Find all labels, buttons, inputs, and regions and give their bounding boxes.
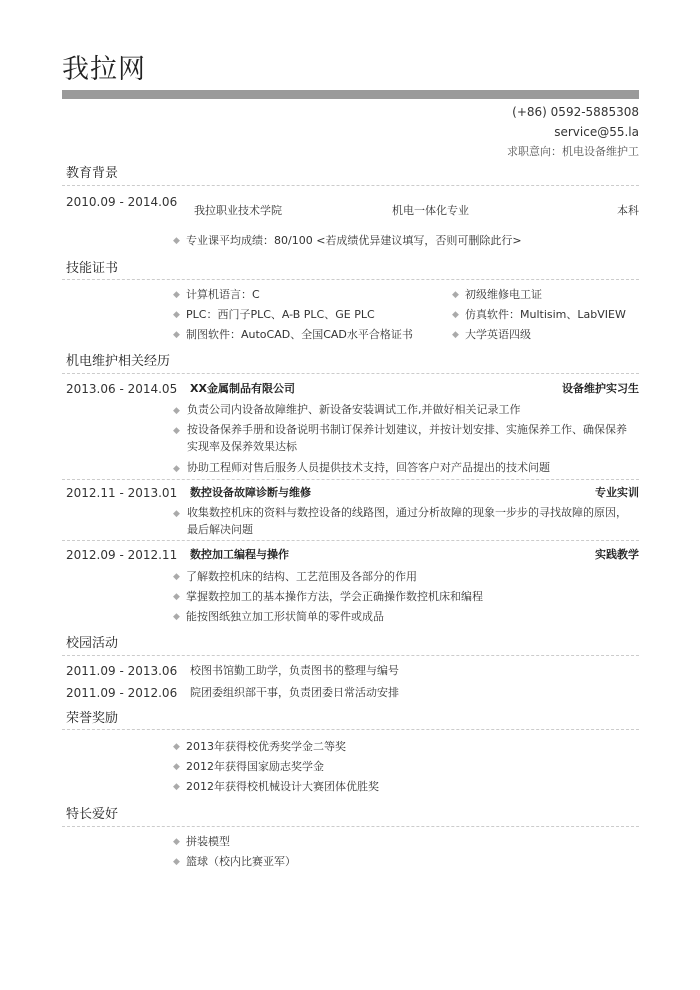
diamond-bullet-icon: ◆ <box>173 406 180 416</box>
list-item: ◆ 专业课平均成绩：80/100 <若成绩优异建议填写，否则可删除此行> <box>173 234 522 247</box>
experience-date: 2012.09 - 2012.11 <box>66 548 178 562</box>
divider <box>62 279 639 280</box>
list-item: ◆ 制图软件：AutoCAD、全国CAD水平合格证书 <box>173 328 413 341</box>
list-item: ◆ 能按图纸独立加工形状简单的零件或成品 <box>173 610 384 623</box>
diamond-bullet-icon: ◆ <box>173 592 180 602</box>
list-item: ◆ 收集数控机床的资料与数控设备的线路图，通过分析故障的现象一步步的寻找故障的原因，最后解决问题 <box>173 506 627 536</box>
divider <box>62 373 639 374</box>
list-item: ◆ 2013年获得校优秀奖学金二等奖 <box>173 740 346 753</box>
list-item: ◆ 大学英语四级 <box>452 328 531 341</box>
section-title-experience: 机电维护相关经历 <box>66 354 171 369</box>
experience-org: XX金属制品有限公司 <box>190 382 295 395</box>
experience-date: 2012.11 - 2013.01 <box>66 486 178 500</box>
diamond-bullet-icon: ◆ <box>173 330 180 340</box>
list-item: ◆ 篮球（校内比赛亚军） <box>173 855 296 868</box>
list-item: ◆ 初级维修电工证 <box>452 288 542 301</box>
list-item: ◆ 了解数控机床的结构、工艺范围及各部分的作用 <box>173 570 417 583</box>
campus-activity: 院团委组织部干事，负责团委日常活动安排 <box>190 686 399 699</box>
experience-org: 数控设备故障诊断与维修 <box>190 486 311 499</box>
diamond-bullet-icon: ◆ <box>173 509 180 519</box>
experience-date: 2013.06 - 2014.05 <box>66 382 178 396</box>
section-title-education: 教育背景 <box>66 166 119 181</box>
education-major: 机电一体化专业 <box>392 204 469 217</box>
diamond-bullet-icon: ◆ <box>173 236 180 246</box>
campus-activity: 校图书馆勤工助学，负责图书的整理与编号 <box>190 664 399 677</box>
list-item: ◆ 拼装模型 <box>173 835 230 848</box>
diamond-bullet-icon: ◆ <box>173 612 180 622</box>
divider <box>62 826 639 827</box>
list-item: ◆ PLC：西门子PLC、A-B PLC、GE PLC <box>173 308 375 321</box>
diamond-bullet-icon: ◆ <box>173 837 180 847</box>
list-item: ◆ 仿真软件：Multisim、LabVIEW <box>452 308 626 321</box>
list-item: ◆ 按设备保养手册和设备说明书制订保养计划建议，并按计划安排、实施保养工作、确保保养实现率及保养效果达标 <box>173 423 627 453</box>
diamond-bullet-icon: ◆ <box>452 330 459 340</box>
education-date: 2010.09 - 2014.06 <box>66 195 178 209</box>
diamond-bullet-icon: ◆ <box>173 426 180 436</box>
list-item: ◆ 2012年获得校机械设计大赛团体优胜奖 <box>173 780 379 793</box>
divider <box>62 479 639 480</box>
list-item: ◆ 2012年获得国家励志奖学金 <box>173 760 324 773</box>
diamond-bullet-icon: ◆ <box>173 857 180 867</box>
education-degree: 本科 <box>617 204 639 217</box>
contact-email: service@55.la <box>554 125 639 139</box>
divider <box>62 729 639 730</box>
diamond-bullet-icon: ◆ <box>173 572 180 582</box>
diamond-bullet-icon: ◆ <box>452 310 459 320</box>
diamond-bullet-icon: ◆ <box>173 310 180 320</box>
diamond-bullet-icon: ◆ <box>173 742 180 752</box>
header-bar <box>62 90 639 99</box>
experience-role: 专业实训 <box>595 486 639 499</box>
job-intent: 求职意向：机电设备维护工 <box>507 145 639 158</box>
experience-role: 实践教学 <box>595 548 639 561</box>
diamond-bullet-icon: ◆ <box>173 290 180 300</box>
experience-role: 设备维护实习生 <box>562 382 639 395</box>
divider <box>62 540 639 541</box>
section-title-honors: 荣誉奖励 <box>66 711 119 726</box>
diamond-bullet-icon: ◆ <box>173 762 180 772</box>
section-title-skills: 技能证书 <box>66 261 119 276</box>
experience-org: 数控加工编程与操作 <box>190 548 289 561</box>
list-item: ◆ 计算机语言：C <box>173 288 260 301</box>
diamond-bullet-icon: ◆ <box>173 464 180 474</box>
education-school: 我拉职业技术学院 <box>194 204 282 217</box>
diamond-bullet-icon: ◆ <box>452 290 459 300</box>
divider <box>62 655 639 656</box>
campus-date: 2011.09 - 2012.06 <box>66 686 178 700</box>
contact-phone: (+86) 0592-5885308 <box>512 105 639 119</box>
divider <box>62 185 639 186</box>
campus-date: 2011.09 - 2013.06 <box>66 664 178 678</box>
section-title-campus: 校园活动 <box>66 636 119 651</box>
site-logo: 我拉网 <box>62 54 146 85</box>
list-item: ◆ 掌握数控加工的基本操作方法，学会正确操作数控机床和编程 <box>173 590 483 603</box>
section-title-hobbies: 特长爱好 <box>66 807 119 822</box>
list-item: ◆ 协助工程师对售后服务人员提供技术支持，回答客户对产品提出的技术问题 <box>173 460 637 477</box>
list-item: ◆ 负责公司内设备故障维护、新设备安装调试工作,并做好相关记录工作 <box>173 402 637 419</box>
diamond-bullet-icon: ◆ <box>173 782 180 792</box>
